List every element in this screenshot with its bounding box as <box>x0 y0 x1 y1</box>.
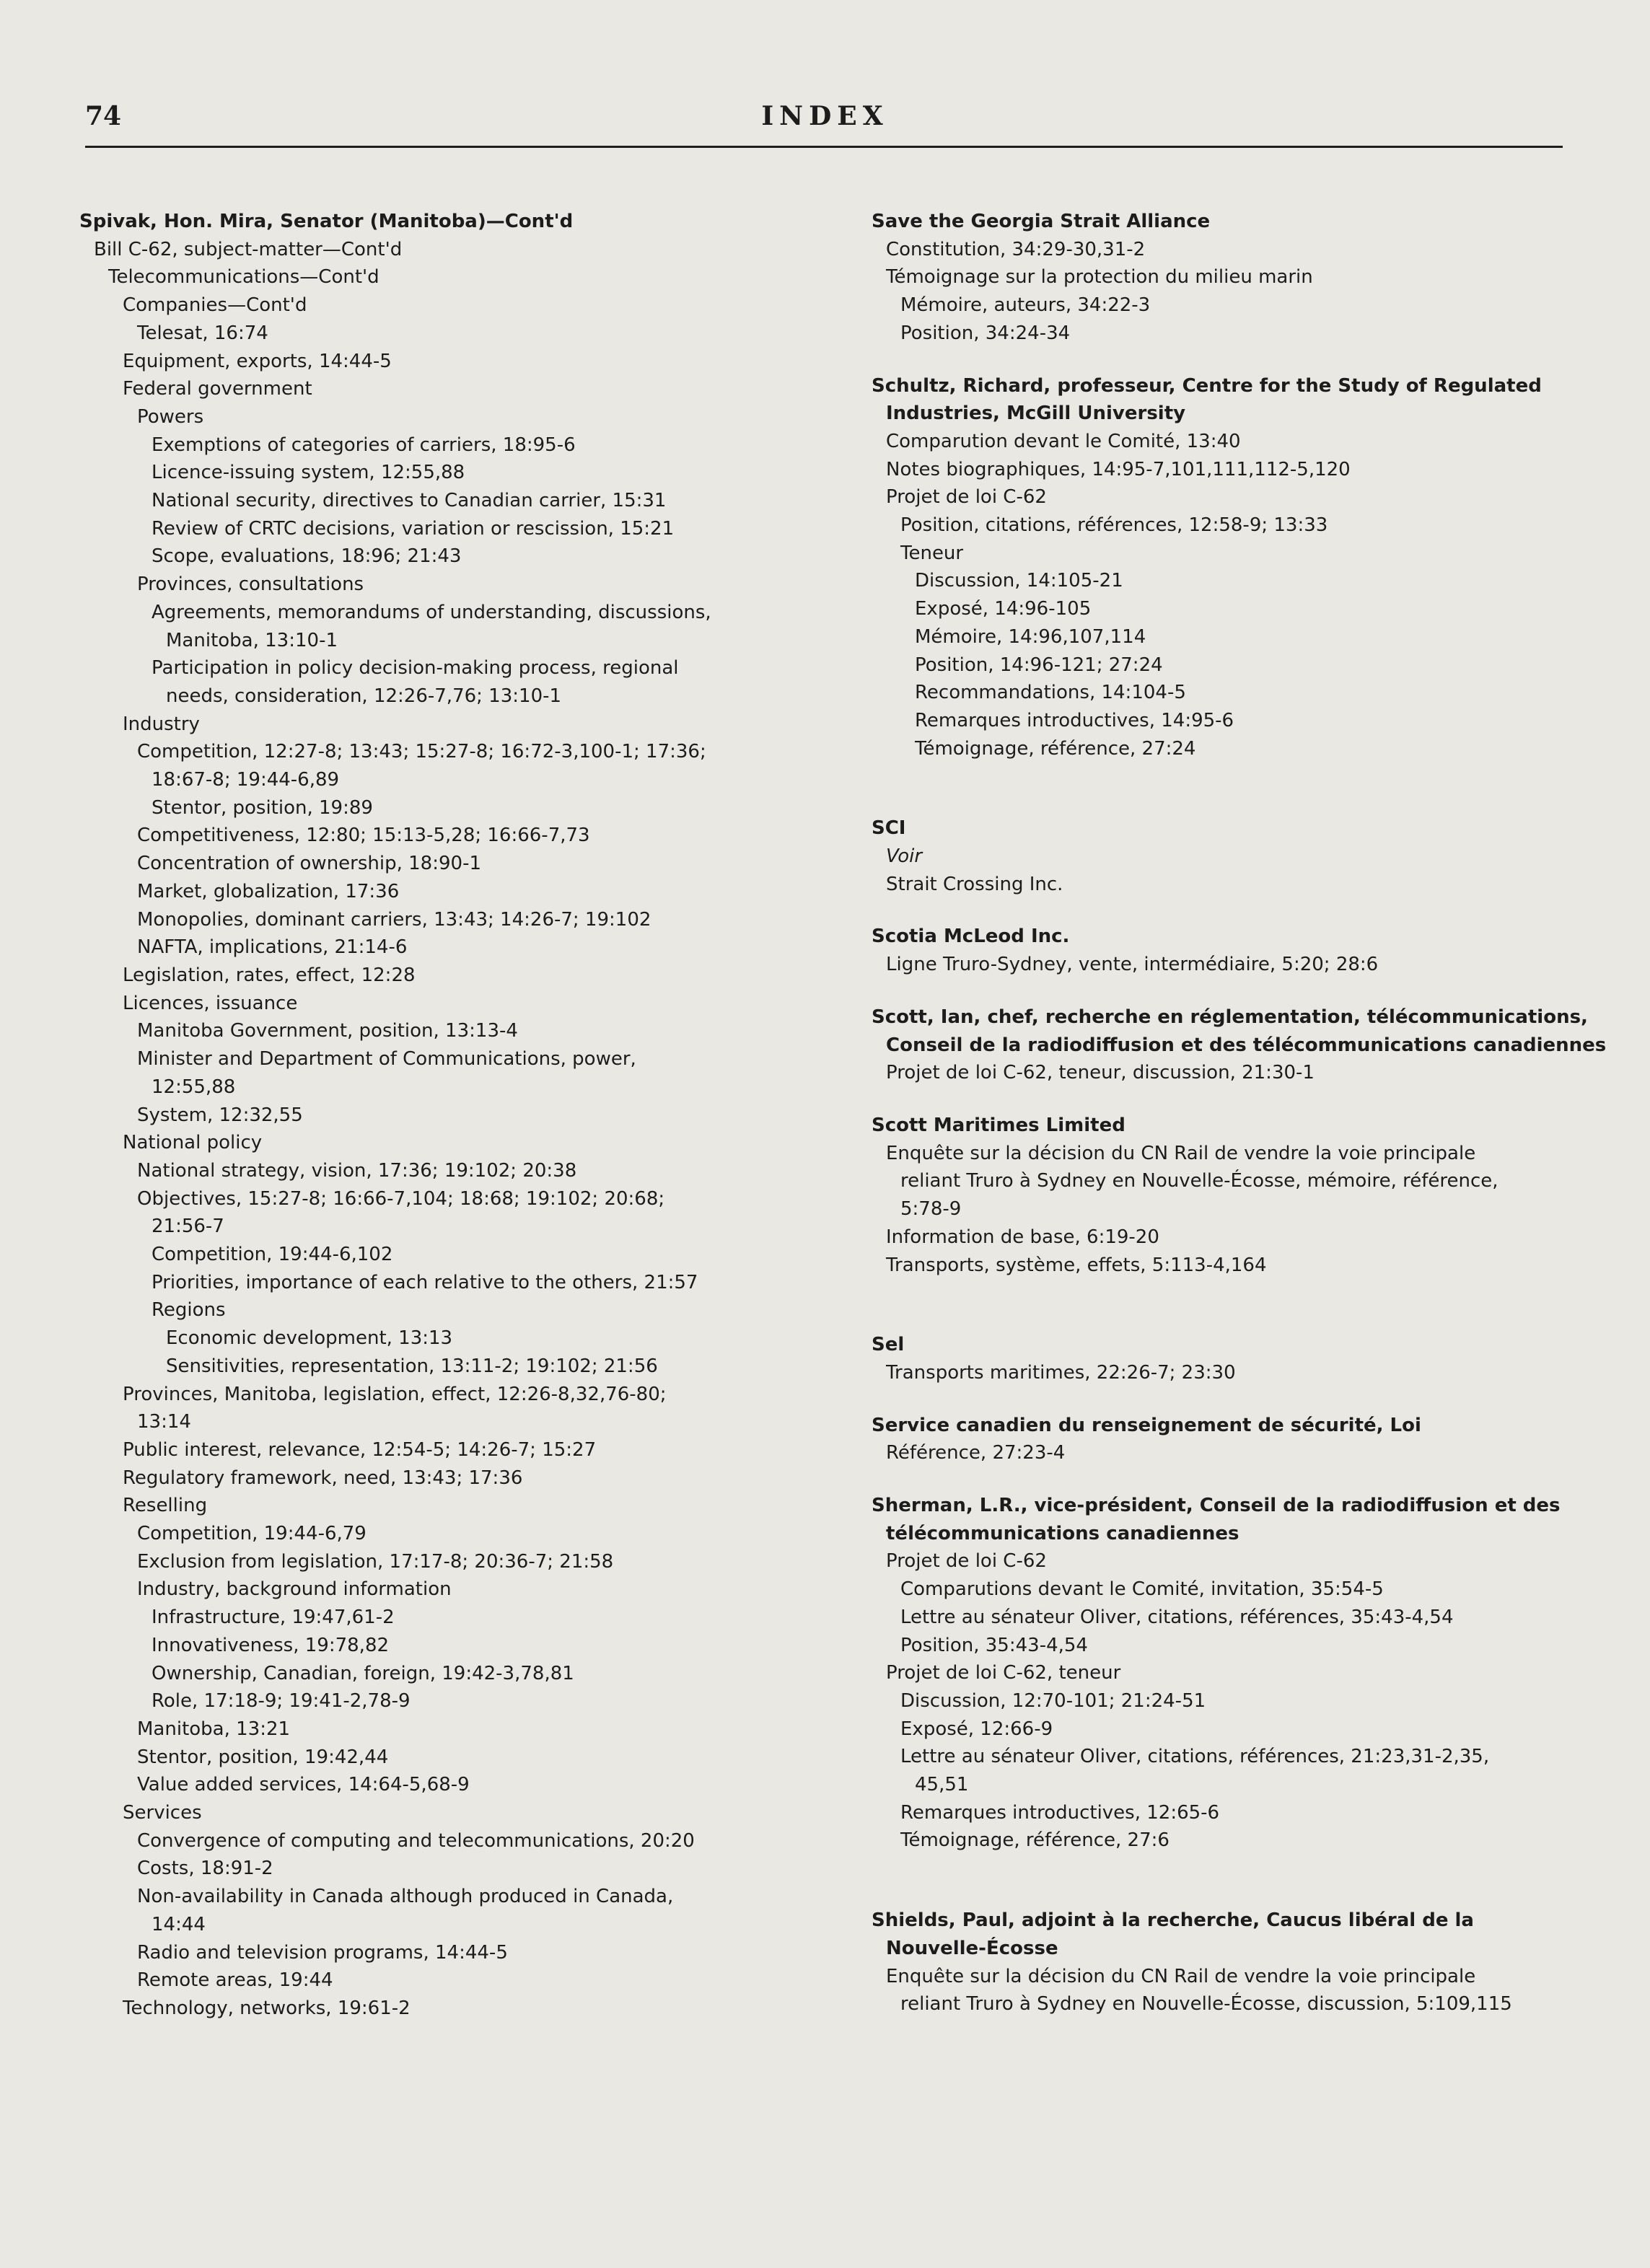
index-subentry: Industry <box>123 713 200 735</box>
index-subentry: Exemptions of categories of carriers, 18:95-6 <box>152 434 576 456</box>
index-subentry: Participation in policy decision-making process, regional <box>152 657 679 680</box>
index-subentry: Exposé, 12:66-9 <box>900 1718 1053 1740</box>
index-subentry: Priorities, importance of each relative to the others, 21:57 <box>152 1271 698 1293</box>
index-subentry: Projet de loi C-62 <box>886 1550 1047 1573</box>
index-subentry: Objectives, 15:27-8; 16:66-7,104; 18:68; 19:102; 20:68; <box>137 1187 665 1210</box>
index-subentry: Licence-issuing system, 12:55,88 <box>152 462 465 484</box>
index-subentry: Provinces, Manitoba, legislation, effect, 12:26-8,32,76-80; <box>123 1383 667 1405</box>
index-subentry: National strategy, vision, 17:36; 19:102; 20:38 <box>137 1159 577 1182</box>
index-subentry: Position, citations, références, 12:58-9; 13:33 <box>900 514 1328 537</box>
index-subentry: Recommandations, 14:104-5 <box>915 682 1186 704</box>
index-heading: Service canadien du renseignement de sécurité, Loi <box>872 1414 1421 1436</box>
index-subentry: Telecommunications—Cont'd <box>108 266 379 289</box>
index-subentry: Témoignage, référence, 27:6 <box>900 1829 1170 1852</box>
entry-spacer <box>872 348 1586 372</box>
index-subentry: Enquête sur la décision du CN Rail de vendre la voie principale <box>886 1142 1476 1164</box>
index-subentry: Concentration of ownership, 18:90-1 <box>137 853 481 875</box>
index-subentry: Monopolies, dominant carriers, 13:43; 14:26-7; 19:102 <box>137 908 651 931</box>
index-subentry: reliant Truro à Sydney en Nouvelle-Écosse, discussion, 5:109,115 <box>900 1993 1512 2016</box>
index-subentry: Equipment, exports, 14:44-5 <box>123 350 392 372</box>
index-subentry: Strait Crossing Inc. <box>886 873 1063 895</box>
entry-spacer <box>872 979 1586 1003</box>
index-subentry: Lettre au sénateur Oliver, citations, références, 35:43-4,54 <box>900 1606 1454 1628</box>
index-subentry: Public interest, relevance, 12:54-5; 14:26-7; 15:27 <box>123 1438 597 1461</box>
index-subentry: Enquête sur la décision du CN Rail de vendre la voie principale <box>886 1965 1476 1987</box>
index-subentry: Role, 17:18-9; 19:41-2,78-9 <box>152 1690 411 1713</box>
index-subentry: Remarques introductives, 12:65-6 <box>900 1801 1220 1824</box>
entry-spacer <box>872 1855 1586 1907</box>
index-subentry: Review of CRTC decisions, variation or rescission, 15:21 <box>152 517 675 540</box>
entry-spacer <box>872 1387 1586 1412</box>
index-heading: Shields, Paul, adjoint à la recherche, Caucus libéral de la <box>872 1909 1474 1932</box>
entry-spacer <box>872 762 1586 814</box>
index-subentry: Exposé, 14:96-105 <box>915 598 1092 620</box>
index-subentry: 18:67-8; 19:44-6,89 <box>152 769 340 791</box>
index-heading: Scotia McLeod Inc. <box>872 926 1070 948</box>
index-subentry: Value added services, 14:64-5,68-9 <box>137 1774 470 1796</box>
index-subentry: Nouvelle-Écosse <box>886 1937 1058 1959</box>
entry-spacer <box>872 898 1586 923</box>
index-subentry: Regions <box>152 1299 226 1322</box>
index-subentry: 5:78-9 <box>900 1198 962 1221</box>
index-subentry: télécommunications canadiennes <box>886 1522 1239 1544</box>
index-subentry: Mémoire, 14:96,107,114 <box>915 625 1146 648</box>
index-subentry: Manitoba, 13:10-1 <box>166 629 338 651</box>
index-subentry: National security, directives to Canadian carrier, 15:31 <box>152 490 667 512</box>
index-subentry: Licences, issuance <box>123 992 298 1014</box>
index-subentry: Competition, 12:27-8; 13:43; 15:27-8; 16:72-3,100-1; 17:36; <box>137 741 706 763</box>
index-subentry: Position, 14:96-121; 27:24 <box>915 654 1163 676</box>
index-subentry: Transports, système, effets, 5:113-4,164 <box>886 1254 1267 1276</box>
index-subentry: Reselling <box>123 1495 208 1517</box>
index-subentry: Competition, 19:44-6,79 <box>137 1523 367 1545</box>
index-subentry: Témoignage sur la protection du milieu marin <box>886 266 1313 289</box>
index-subentry: Conseil de la radiodiffusion et des télécommunications canadiennes <box>886 1034 1607 1056</box>
index-column-right <box>872 208 1607 2018</box>
index-subentry: Market, globalization, 17:36 <box>137 880 400 902</box>
index-subentry: Economic development, 13:13 <box>166 1327 453 1350</box>
index-subentry: Témoignage, référence, 27:24 <box>915 737 1196 760</box>
index-subentry: Voir <box>886 845 923 868</box>
entry-spacer <box>872 1087 1586 1112</box>
index-subentry: Agreements, memorandums of understanding, discussions, <box>152 601 711 623</box>
index-subentry: Projet de loi C-62 <box>886 486 1047 509</box>
index-subentry: Remote areas, 19:44 <box>137 1969 333 1992</box>
index-subentry: Comparution devant le Comité, 13:40 <box>886 430 1241 452</box>
index-subentry: Projet de loi C-62, teneur <box>886 1662 1121 1684</box>
index-heading: Save the Georgia Strait Alliance <box>872 211 1211 232</box>
index-subentry: Projet de loi C-62, teneur, discussion, 21:30-1 <box>886 1062 1315 1084</box>
index-subentry: Exclusion from legislation, 17:17-8; 20:36-7; 21:58 <box>137 1550 614 1573</box>
entry-spacer <box>872 1279 1586 1331</box>
page-title: INDEX <box>761 101 889 131</box>
index-subentry: Mémoire, auteurs, 34:22-3 <box>900 294 1151 317</box>
index-subentry: Discussion, 14:105-21 <box>915 570 1123 592</box>
index-subentry: 12:55,88 <box>152 1076 236 1098</box>
index-subentry: Constitution, 34:29-30,31-2 <box>886 238 1146 260</box>
index-subentry: 45,51 <box>915 1774 969 1796</box>
index-subentry: Federal government <box>123 378 312 400</box>
index-subentry: Convergence of computing and telecommunications, 20:20 <box>137 1829 695 1852</box>
index-heading: Spivak, Hon. Mira, Senator (Manitoba)—Cont'd <box>79 211 574 232</box>
index-subentry: Costs, 18:91-2 <box>137 1858 273 1880</box>
index-subentry: 13:14 <box>137 1411 191 1433</box>
index-subentry: Comparutions devant le Comité, invitation, 35:54-5 <box>900 1578 1384 1601</box>
index-subentry: Telesat, 16:74 <box>137 322 268 344</box>
index-subentry: National policy <box>123 1132 263 1154</box>
index-subentry: Technology, networks, 19:61-2 <box>123 1997 411 2019</box>
index-subentry: Radio and television programs, 14:44-5 <box>137 1941 508 1964</box>
index-subentry: Ligne Truro-Sydney, vente, intermédiaire, 5:20; 28:6 <box>886 954 1379 976</box>
index-subentry: Services <box>123 1802 202 1824</box>
index-subentry: Discussion, 12:70-101; 21:24-51 <box>900 1689 1206 1712</box>
index-heading: Scott, Ian, chef, recherche en réglementation, télécommunications, <box>872 1006 1588 1028</box>
index-subentry: reliant Truro à Sydney en Nouvelle-Écosse, mémoire, référence, <box>900 1170 1498 1192</box>
index-subentry: Non-availability in Canada although produced in Canada, <box>137 1886 674 1908</box>
index-subentry: Information de base, 6:19-20 <box>886 1226 1159 1248</box>
index-subentry: Lettre au sénateur Oliver, citations, références, 21:23,31-2,35, <box>900 1746 1490 1768</box>
index-subentry: Notes biographiques, 14:95-7,101,111,112-5,120 <box>886 458 1351 480</box>
index-subentry: Competition, 19:44-6,102 <box>152 1244 393 1266</box>
index-subentry: 14:44 <box>152 1913 206 1935</box>
index-subentry: Sensitivities, representation, 13:11-2; 19:102; 21:56 <box>166 1355 658 1377</box>
index-subentry: Innovativeness, 19:78,82 <box>152 1634 390 1656</box>
index-subentry: Bill C-62, subject-matter—Cont'd <box>94 238 403 260</box>
index-heading: Sherman, L.R., vice-président, Conseil de la radiodiffusion et des <box>872 1495 1561 1517</box>
header-rule <box>85 146 1563 148</box>
index-subentry: Position, 34:24-34 <box>900 322 1071 344</box>
index-subentry: Legislation, rates, effect, 12:28 <box>123 964 416 986</box>
index-heading: Sel <box>872 1334 905 1356</box>
index-subentry: Competitiveness, 12:80; 15:13-5,28; 16:66-7,73 <box>137 825 590 847</box>
index-subentry: 21:56-7 <box>152 1216 224 1238</box>
index-subentry: Infrastructure, 19:47,61-2 <box>152 1606 395 1629</box>
index-subentry: Minister and Department of Communications, power, <box>137 1048 636 1071</box>
index-subentry: Stentor, position, 19:89 <box>152 796 373 819</box>
index-subentry: Industry, background information <box>137 1578 452 1601</box>
entry-spacer <box>872 1467 1586 1492</box>
index-subentry: needs, consideration, 12:26-7,76; 13:10-1 <box>166 685 562 707</box>
index-subentry: Manitoba Government, position, 13:13-4 <box>137 1020 518 1042</box>
index-subentry: Position, 35:43-4,54 <box>900 1634 1088 1656</box>
index-subentry: Manitoba, 13:21 <box>137 1718 291 1740</box>
index-heading: SCI <box>872 817 906 840</box>
index-heading: Schultz, Richard, professeur, Centre for the Study of Regulated <box>872 374 1542 397</box>
index-subentry: System, 12:32,55 <box>137 1104 303 1126</box>
index-subentry: Provinces, consultations <box>137 573 364 596</box>
page-number: 74 <box>85 101 122 131</box>
index-column-left <box>79 208 794 2023</box>
index-heading: Scott Maritimes Limited <box>872 1114 1125 1136</box>
index-subentry: Companies—Cont'd <box>123 294 307 317</box>
index-subentry: Remarques introductives, 14:95-6 <box>915 709 1234 731</box>
index-subentry: Stentor, position, 19:42,44 <box>137 1746 389 1768</box>
index-subentry: Ownership, Canadian, foreign, 19:42-3,78,81 <box>152 1662 574 1684</box>
index-subentry: Transports maritimes, 22:26-7; 23:30 <box>886 1361 1236 1384</box>
index-subentry: Teneur <box>900 542 964 564</box>
index-subentry: Industries, McGill University <box>886 403 1186 425</box>
index-subentry: Référence, 27:23-4 <box>886 1442 1066 1464</box>
index-subentry: Powers <box>137 405 204 428</box>
index-subentry: Regulatory framework, need, 13:43; 17:36 <box>123 1467 523 1489</box>
index-subentry: NAFTA, implications, 21:14-6 <box>137 936 408 959</box>
index-subentry: Scope, evaluations, 18:96; 21:43 <box>152 545 462 568</box>
